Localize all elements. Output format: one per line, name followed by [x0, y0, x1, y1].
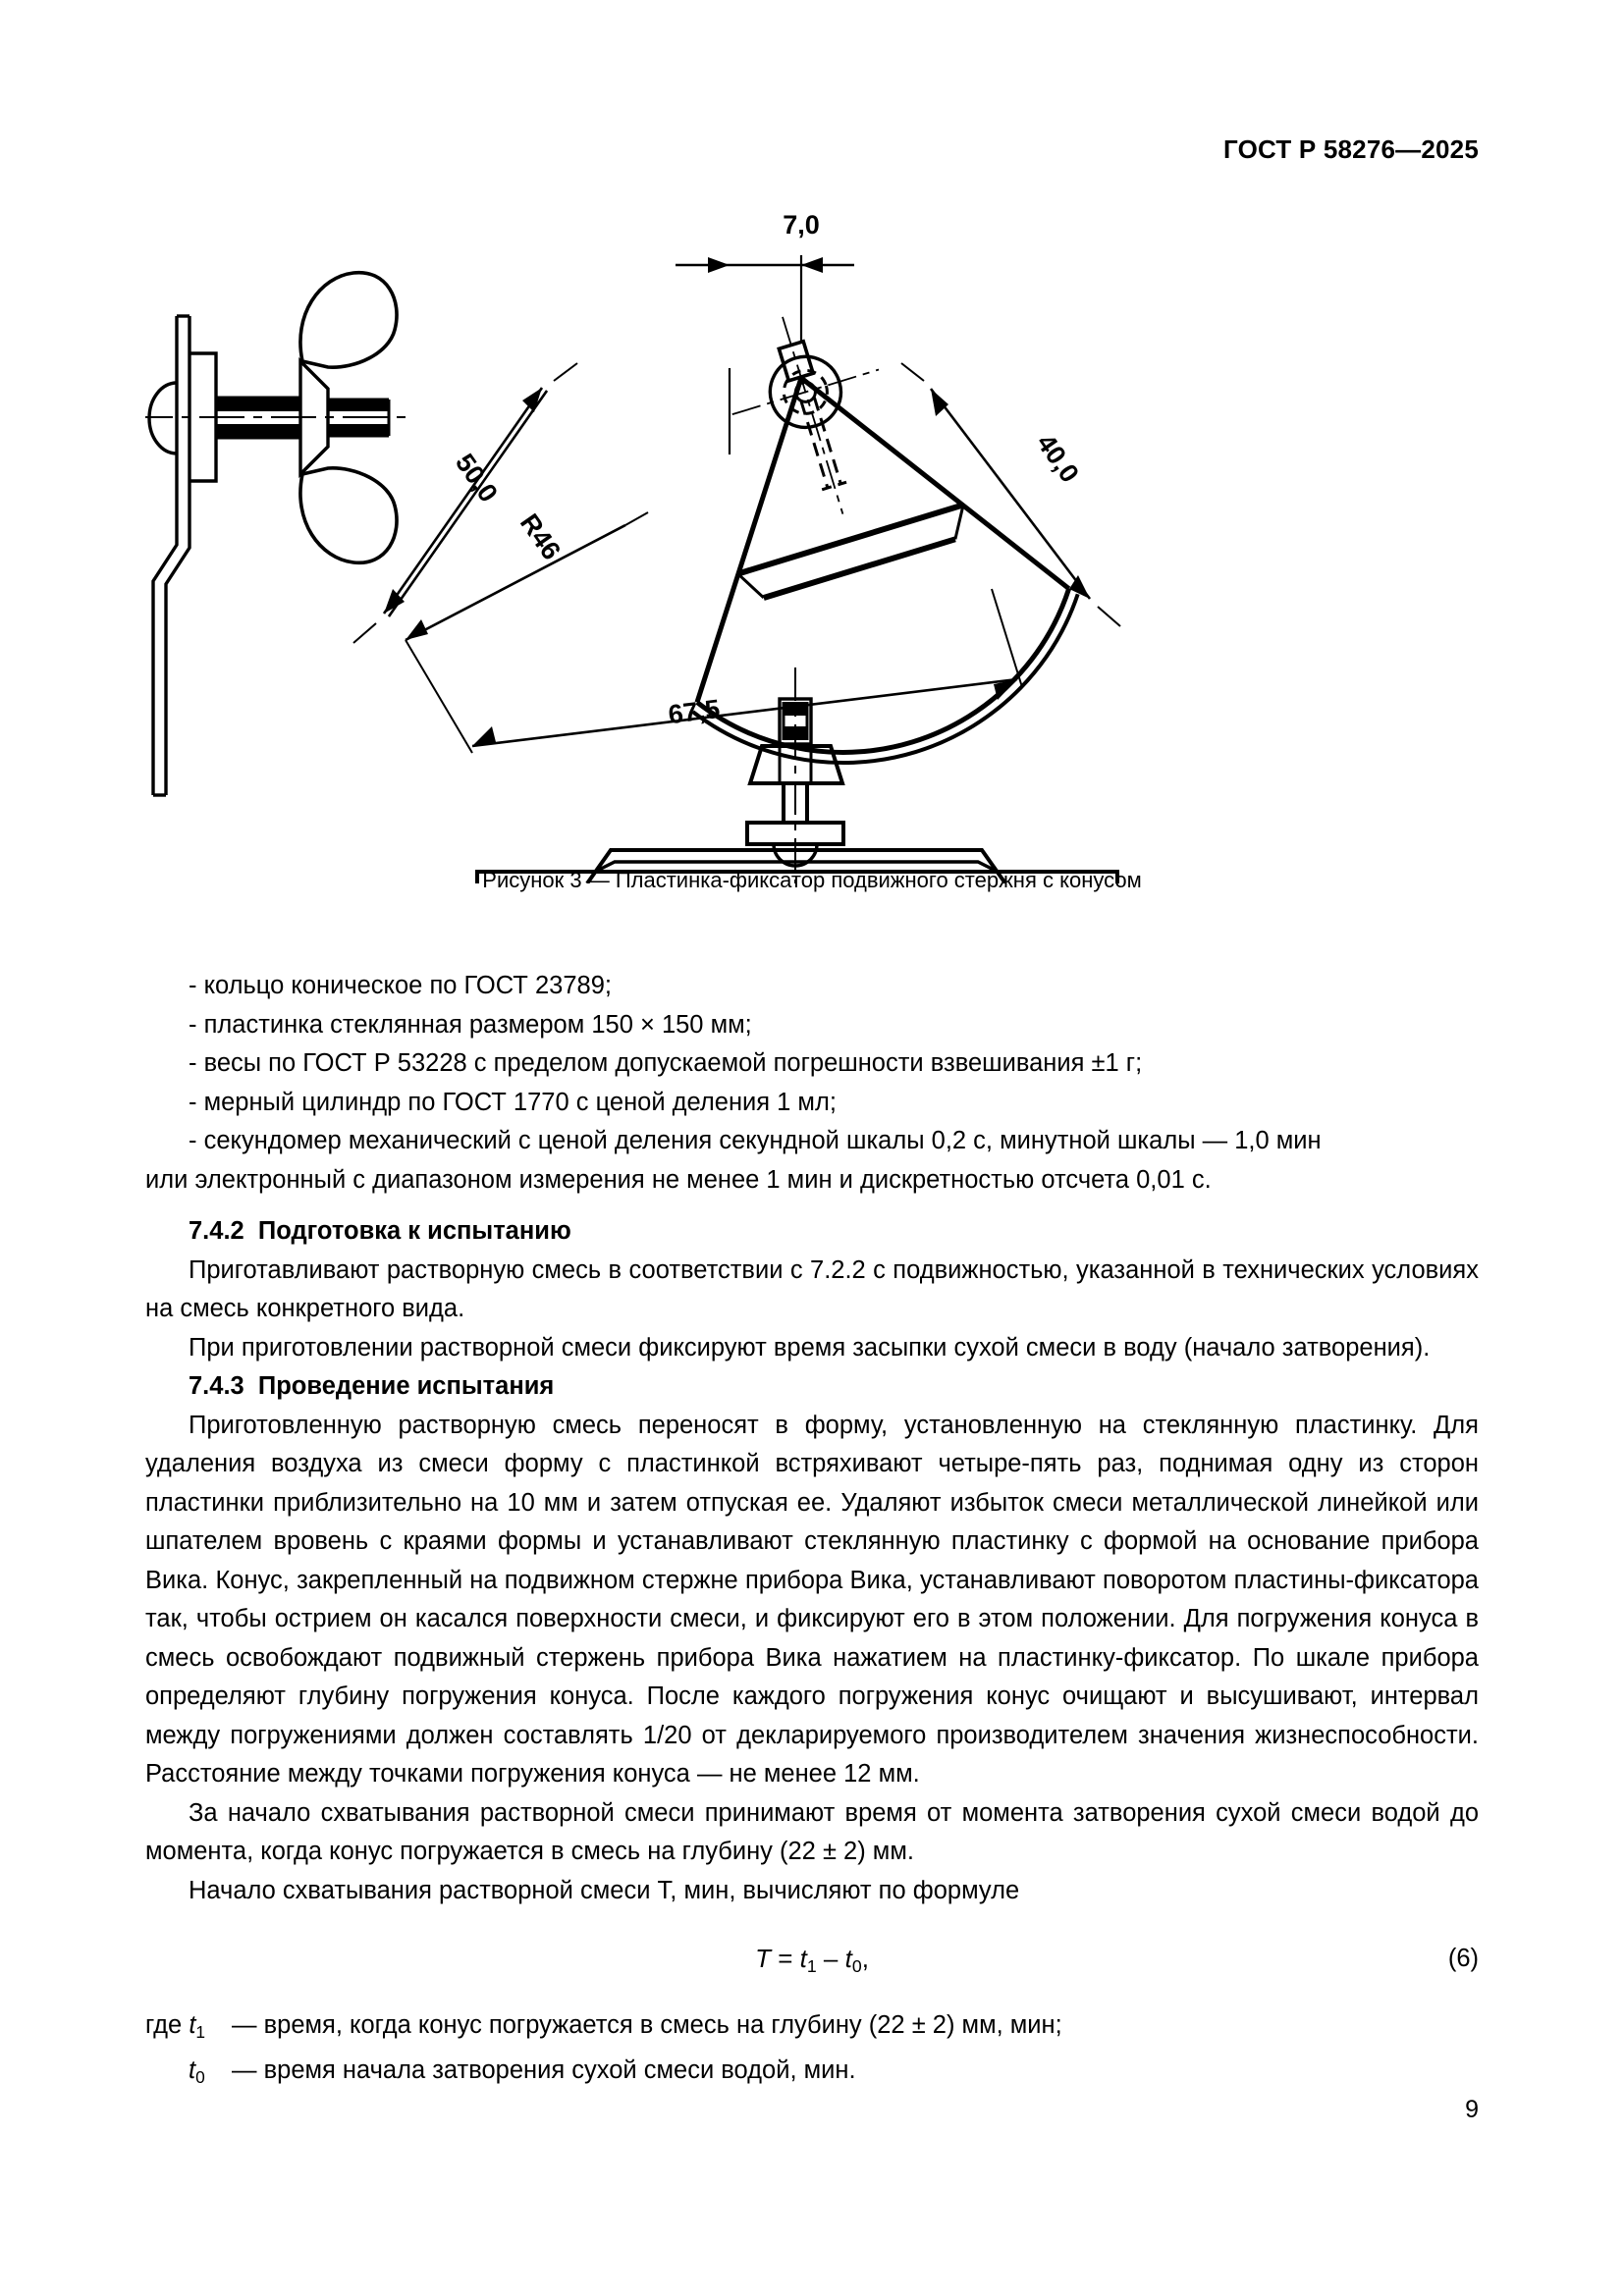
formula-term1: t: [799, 1944, 807, 1973]
definition-text: — время начала затворения сухой смеси водой, мин.: [232, 2056, 856, 2085]
definition-row: [145, 2052, 1479, 2097]
technical-drawing: [145, 196, 1479, 883]
definition-row: [145, 2006, 1479, 2052]
formula-term1-sub: 1: [806, 1955, 817, 1976]
formula-lhs: T: [755, 1944, 771, 1973]
formula-equals: =: [770, 1944, 800, 1973]
section-number: 7.4.3: [189, 1372, 244, 1400]
formula-term2: t: [844, 1944, 852, 1973]
paragraph: Начало схватывания растворной смеси T, мин, вычисляют по формуле: [189, 1876, 1020, 1904]
list-item: - секундомер механический с ценой деления секундной шкалы 0,2 с, минутной шкалы — 1,0 мин: [189, 1127, 1322, 1154]
dimension-7-0: 7,0: [783, 210, 820, 240]
definition-text: — время, когда конус погружается в смесь на глубину (22 ± 2) мм, мин;: [232, 2011, 1062, 2039]
dimension-r46: R46: [514, 507, 567, 565]
formula-number: (6): [1447, 1945, 1479, 1972]
list-item: - кольцо коническое по ГОСТ 23789;: [189, 972, 612, 999]
page-content: [145, 967, 1479, 2098]
symbol-base: t: [189, 2011, 196, 2039]
page-number: 9: [1465, 2096, 1479, 2123]
paragraph: При приготовлении растворной смеси фиксируют время засыпки сухой смеси в воду (начало затворения).: [189, 1333, 1431, 1362]
section-heading-742: [145, 1212, 1479, 1252]
definition-symbol: [145, 2006, 232, 2052]
section-title: Подготовка к испытанию: [257, 1217, 571, 1245]
figure-caption: Рисунок 3 — Пластинка-фиксатор подвижного стержня с конусом: [482, 868, 1142, 892]
paragraph: Приготавливают растворную смесь в соответствии с 7.2.2 с подвижностью, указанной в технических условиях на смесь конкретного вида.: [145, 1255, 1479, 1322]
standard-number-header: ГОСТ Р 58276—2025: [1223, 134, 1479, 164]
list-item: - пластинка стеклянная размером 150 × 150 мм;: [189, 1010, 752, 1039]
formula-minus: –: [816, 1944, 845, 1973]
section-number: 7.4.2: [189, 1217, 244, 1245]
list-item-continuation: или электронный с диапазоном измерения не менее 1 мин и дискретностью отсчета 0,01 с.: [145, 1165, 1212, 1194]
dimension-67-5: 67,5: [666, 693, 722, 730]
paragraph: За начало схватывания растворной смеси принимают время от момента затворения сухой смеси водой до момента, когда конус погружается в смесь на глубину (22 ± 2) мм.: [145, 1798, 1479, 1865]
symbol-sub: 1: [195, 2021, 206, 2042]
section-title: Проведение испытания: [257, 1372, 555, 1400]
formula-6: [145, 1940, 1479, 1986]
definition-symbol: [145, 2052, 232, 2097]
symbol-definitions: [145, 2006, 1479, 2098]
list-item: - весы по ГОСТ Р 53228 с пределом допускаемой погрешности взвешивания ±1 г;: [189, 1049, 1143, 1077]
dimension-40-0: 40,0: [1031, 428, 1085, 488]
where-word: где: [145, 2011, 183, 2039]
formula-row: [145, 1940, 1479, 1981]
list-item: - мерный цилиндр по ГОСТ 1770 с ценой деления 1 мл;: [189, 1088, 837, 1116]
paragraph: Приготовленную растворную смесь переносят в форму, установленную на стеклянную пластинку. Для удаления воздуха из смеси форму с пластинкой встряхивают четыре-пять раз, поднимая одну из сторон пластинки приблизительно на 10 мм и затем отпуская ее. Удаляют избыток смеси металлической линейкой или шпателем вровень с краями формы и устанавливают стеклянную пластинку с формой на основание прибора Вика. Конус, закрепленный на подвижном стержне прибора Вика, устанавливают поворотом пластины-фиксатора так, чтобы острием он касался поверхности смеси, и фиксируют его в этом положении. Для погружения конуса в смесь освобождают подвижный стержень прибора Вика нажатием на пластинку-фиксатор. По шкале прибора определяют глубину погружения конуса. После каждого погружения конус очищают и высушивают, интервал между погружениями должен составлять 1/20 от декларируемого производителем значения жизнеспособности. Расстояние между точками погружения конуса — не менее 12 мм.: [145, 1411, 1479, 1788]
formula-term2-sub: 0: [851, 1955, 862, 1976]
symbol-base: t: [189, 2056, 196, 2085]
section-heading-743: [145, 1367, 1479, 1407]
formula-comma: ,: [861, 1944, 869, 1973]
dimension-50-0: 50,0: [450, 448, 504, 507]
figure-3: [145, 196, 1479, 923]
symbol-sub: 0: [195, 2067, 205, 2088]
equipment-list: [145, 967, 1479, 1200]
